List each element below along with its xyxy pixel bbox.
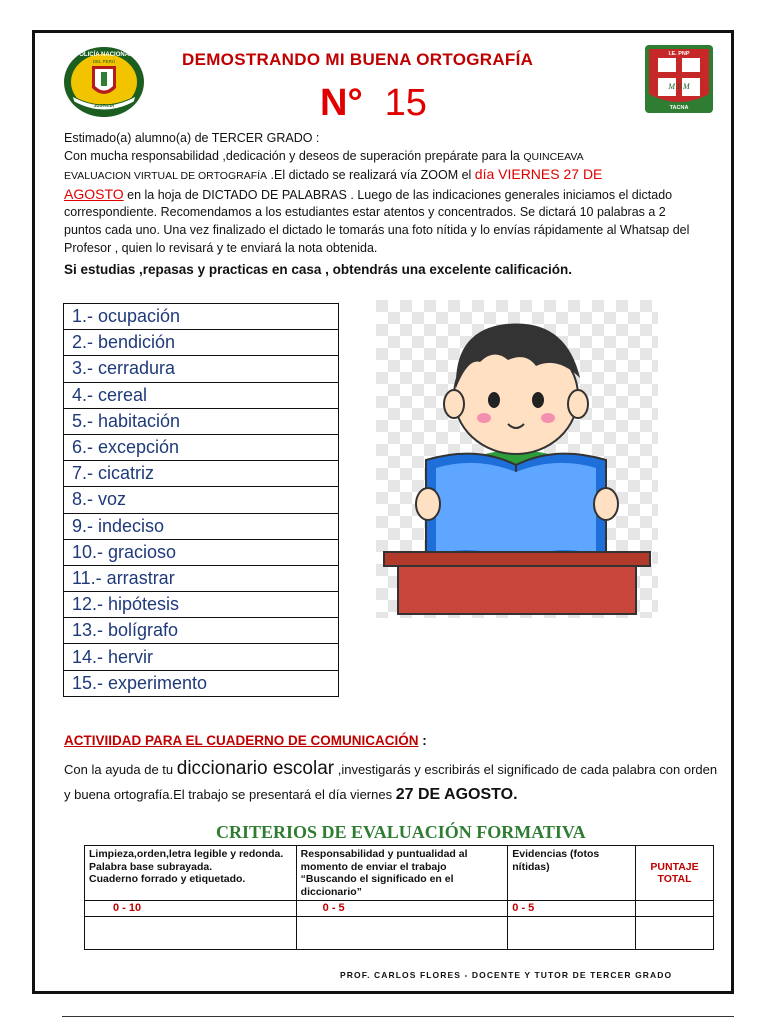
empty-cell — [85, 916, 297, 949]
criteria-empty-row — [85, 916, 714, 949]
word-row — [64, 408, 339, 434]
word-row — [64, 592, 339, 618]
left-logo-ribbon-text: JUSTICIA — [93, 103, 115, 108]
word-item: 10.- gracioso — [64, 539, 339, 565]
word-list-table — [63, 303, 339, 697]
dictation-number — [320, 82, 427, 125]
activity-text-1: Con la ayuda de tu — [64, 762, 177, 777]
police-shield-emblem-icon — [62, 44, 146, 120]
intro-line-3b: .El dictado se realizará vía ZOOM el — [267, 168, 475, 183]
word-item: 7.- cicatriz — [64, 461, 339, 487]
word-row — [64, 356, 339, 382]
page-title: DEMOSTRANDO MI BUENA ORTOGRAFÍA — [182, 50, 534, 69]
word-row — [64, 539, 339, 565]
word-row — [64, 330, 339, 356]
word-row — [64, 644, 339, 670]
activity-body — [64, 756, 724, 807]
intro-line-3a: EVALUACION VIRTUAL DE ORTOGRAFÍA — [64, 170, 268, 183]
score-evidence: 0 - 5 — [508, 901, 636, 917]
criteria-table — [84, 845, 714, 950]
intro-greeting: Estimado(a) alumno(a) de TERCER GRADO : — [64, 131, 320, 145]
score-total — [636, 901, 714, 917]
word-row — [64, 304, 339, 330]
criteria-title: CRITERIOS DE EVALUACIÓN FORMATIVA — [216, 822, 586, 842]
activity-title-suffix: : — [418, 733, 427, 748]
school-cross-crest-icon — [644, 44, 714, 114]
footer-teacher-credit: PROF. CARLOS FLORES - DOCENTE Y TUTOR DE TERCER GRADO — [340, 970, 673, 980]
criteria-cleanliness: Limpieza,orden,letra legible y redonda. Palabra base subrayada. Cuaderno forrado y etiquetado. — [85, 846, 297, 901]
right-logo-letters: M S M — [668, 82, 690, 91]
empty-cell — [296, 916, 508, 949]
intro-date-b: AGOSTO — [64, 185, 124, 202]
activity-dictionary: diccionario escolar — [176, 758, 335, 779]
criteria-evidence: Evidencias (fotos nítidas) — [508, 846, 636, 901]
word-item: 5.- habitación — [64, 408, 339, 434]
intro-date-a: día VIERNES 27 DE — [474, 166, 603, 183]
activity-title-text: ACTIVIIDAD PARA EL CUADERNO DE COMUNICACIÓN — [64, 733, 419, 748]
word-row — [64, 487, 339, 513]
word-item: 14.- hervir — [64, 644, 339, 670]
word-item: 4.- cereal — [64, 382, 339, 408]
word-item: 3.- cerradura — [64, 356, 339, 382]
score-responsibility: 0 - 5 — [296, 901, 508, 917]
word-item: 13.- bolígrafo — [64, 618, 339, 644]
word-row — [64, 513, 339, 539]
left-logo-mid-text: DEL PERÚ — [92, 59, 116, 64]
boy-reading-book-illustration — [376, 300, 658, 618]
right-logo-top-text: I.E. PNP — [668, 51, 690, 57]
word-row — [64, 461, 339, 487]
bottom-divider — [62, 1016, 734, 1017]
word-item: 15.- experimento — [64, 670, 339, 696]
criteria-header-row — [85, 846, 714, 901]
word-row — [64, 434, 339, 460]
word-item: 11.- arrastrar — [64, 565, 339, 591]
criteria-responsibility: Responsabilidad y puntualidad al momento de enviar el trabajo “Buscando el significado en el diccionario” — [296, 846, 508, 901]
word-row — [64, 670, 339, 696]
activity-text-2: ,investigarás y escribirás el significado de cada palabra con orden y buena ortografía.El trabajo se presentará el día viernes — [64, 762, 718, 802]
criteria-total-score: PUNTAJE TOTAL — [636, 846, 714, 901]
left-logo-top-text: POLICÍA NACIONAL — [75, 52, 133, 58]
word-row — [64, 565, 339, 591]
activity-date: 27 DE AGOSTO. — [395, 786, 518, 803]
criteria-score-row — [85, 901, 714, 917]
word-row — [64, 382, 339, 408]
word-item: 1.- ocupación — [64, 304, 339, 330]
word-item: 8.- voz — [64, 487, 339, 513]
score-cleanliness: 0 - 10 — [85, 901, 297, 917]
right-logo-bottom-text: TACNA — [669, 105, 689, 111]
activity-title — [64, 733, 427, 748]
word-item: 12.- hipótesis — [64, 592, 339, 618]
word-item: 9.- indeciso — [64, 513, 339, 539]
empty-cell — [636, 916, 714, 949]
number-value: 15 — [384, 82, 427, 124]
intro-line-2a: Con mucha responsabilidad ,dedicación y deseos de superación prepárate para la — [64, 148, 524, 163]
empty-cell — [508, 916, 636, 949]
word-item: 6.- excepción — [64, 434, 339, 460]
intro-bold-line: Si estudias ,repasas y practicas en casa , obtendrás una excelente calificación. — [64, 262, 572, 277]
word-row — [64, 618, 339, 644]
intro-line-2b: QUINCEAVA — [523, 150, 584, 163]
intro-paragraph — [64, 130, 704, 257]
intro-line-4: en la hoja de DICTADO DE PALABRAS . Luego de las indicaciones generales iniciamos el dictado correspondiente. Recomendamos a los estudiantes estar atentos y concentrados. Se dictará 10 palabras a 2 puntos cada uno. Una vez finalizado el dictado le tomarás una foto nítida y lo envías rápidamente al Whatsap del Profesor , quien lo revisará y te enviará la nota obtenida. — [64, 187, 690, 255]
word-item: 2.- bendición — [64, 330, 339, 356]
number-prefix: N° — [320, 82, 363, 124]
